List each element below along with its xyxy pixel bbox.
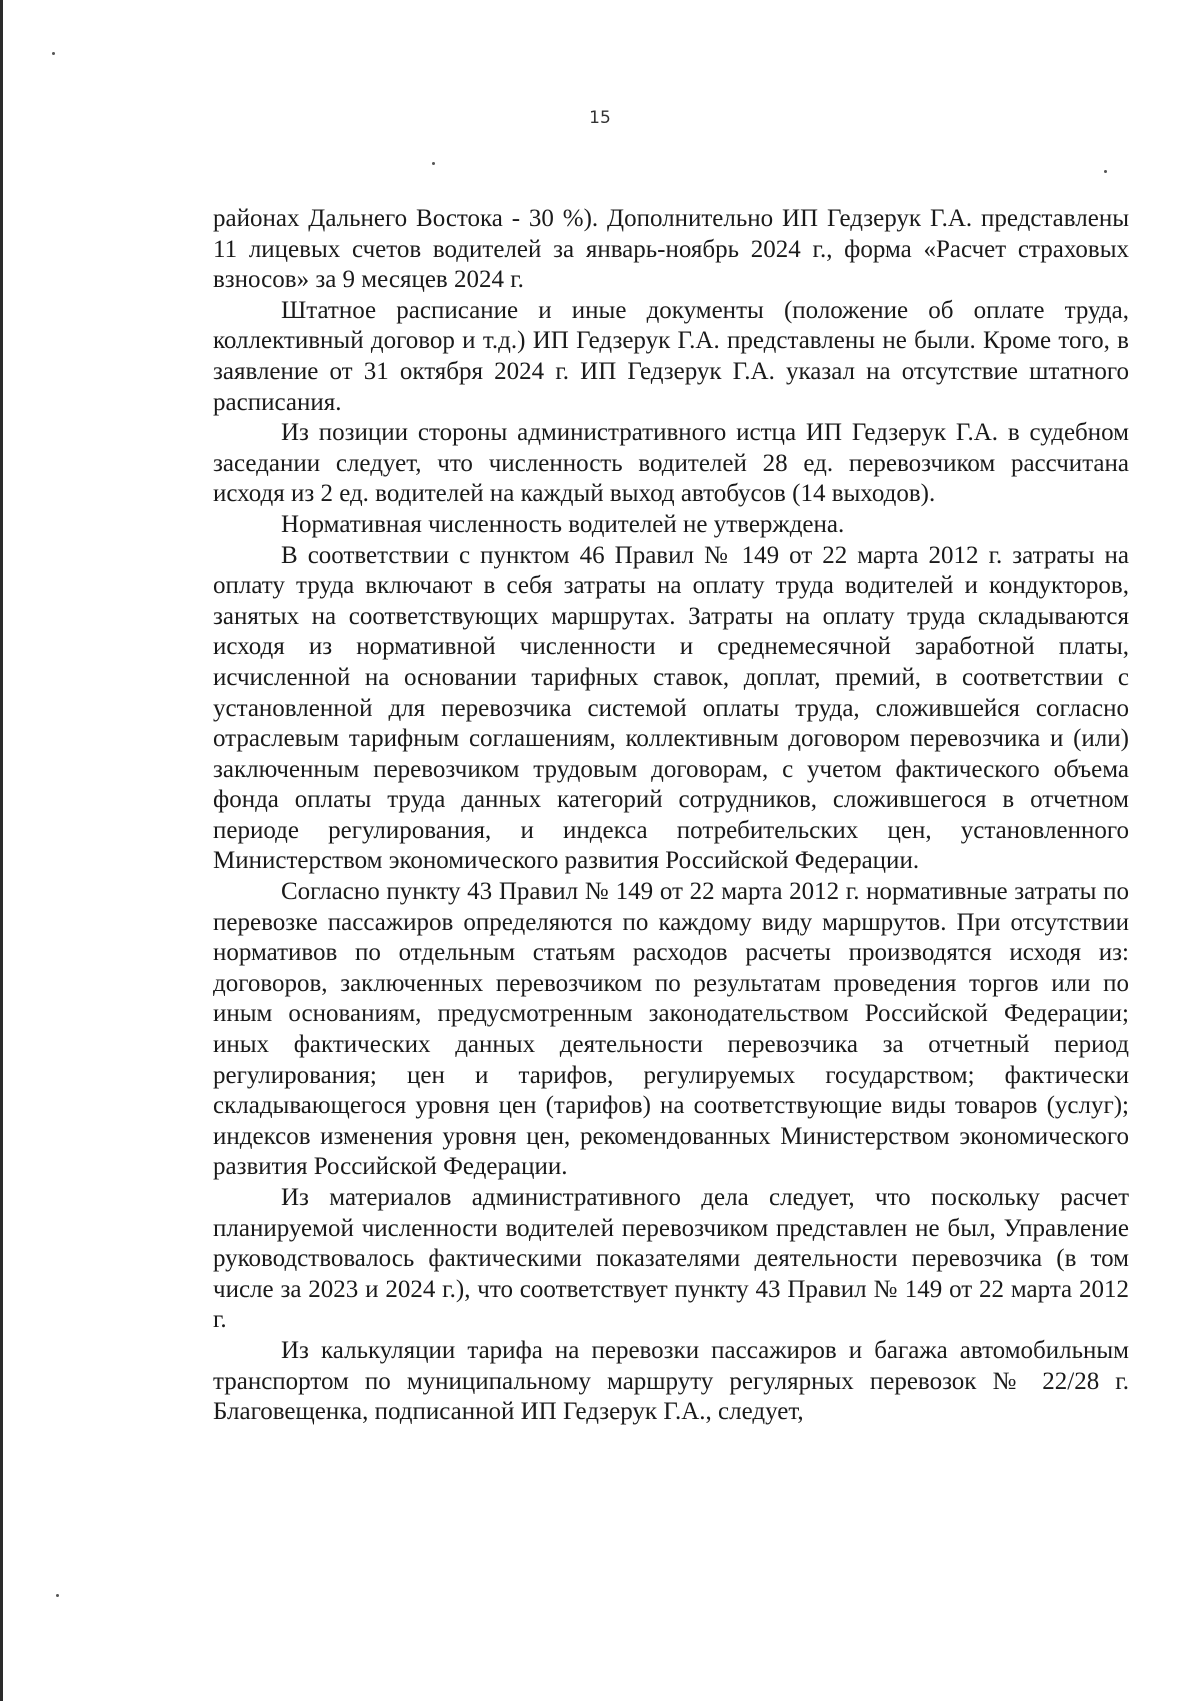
paragraph-3: Из позиции стороны административного истца ИП Гедзерук Г.А. в судебном заседании следует, что численность водителей 28 ед. перевозчиком рассчитана исходя из 2 ед. водителей на каждый выход автобусов (14 выходов). bbox=[213, 419, 1129, 508]
scan-speck bbox=[1104, 170, 1107, 173]
scan-speck bbox=[56, 1594, 59, 1597]
paragraph-2: Штатное расписание и иные документы (положение об оплате труда, коллективный договор и т.д.) ИП Гедзерук Г.А. представлены не были. Кроме того, в заявление от 31 октября 2024 г. ИП Гедзерук Г.А. указал на отсутствие штатного расписания. bbox=[213, 296, 1129, 416]
page-number: 15 bbox=[589, 108, 611, 128]
scan-edge bbox=[0, 0, 3, 1701]
paragraph-8: Из калькуляции тарифа на перевозки пассажиров и багажа автомобильным транспортом по муниципальному маршруту регулярных перевозок № 22/28 г. Благовещенка, подписанной ИП Гедзерук Г.А., следует, bbox=[213, 1336, 1129, 1426]
document-body bbox=[213, 204, 1129, 1428]
paragraph-5: В соответствии с пунктом 46 Правил № 149 от 22 марта 2012 г. затраты на оплату труда включают в себя затраты на оплату труда водителей и кондукторов, занятых на соответствующих маршрутах. Затраты на оплату труда складываются исходя из нормативной численности и среднемесячной заработной платы, исчисленной на основании тарифных ставок, доплат, премий, в соответствии с установленной для перевозчика системой оплаты труда, сложившейся согласно отраслевым тарифным соглашениям, коллективным договором перевозчика и (или) заключенным перевозчиком трудовым договорам, с учетом фактического объема фонда оплаты труда данных категорий сотрудников, сложившегося в отчетном периоде регулирования, и индекса потребительских цен, установленного Министерством экономического развития Российской Федерации. bbox=[213, 541, 1129, 875]
scan-speck bbox=[432, 162, 435, 165]
paragraph-6: Согласно пункту 43 Правил № 149 от 22 марта 2012 г. нормативные затраты по перевозке пассажиров определяются по каждому виду маршрутов. При отсутствии нормативов по отдельным статьям расходов расчеты производятся исходя из: договоров, заключенных перевозчиком по результатам проведения торгов или по иным основаниям, предусмотренным законодательством Российской Федерации; иных фактических данных деятельности перевозчика за отчетный период регулирования; цен и тарифов, регулируемых государством; фактически складывающегося уровня цен (тарифов) на соответствующие виды товаров (услуг); индексов изменения уровня цен, рекомендованных Министерством экономического развития Российской Федерации. bbox=[213, 878, 1129, 1181]
paragraph-7: Из материалов административного дела следует, что поскольку расчет планируемой численности водителей перевозчиком представлен не был, Управление руководствовалось фактическими показателями деятельности перевозчика (в том числе за 2023 и 2024 г.), что соответствует пункту 43 Правил № 149 от 22 марта 2012 г. bbox=[213, 1184, 1129, 1334]
scan-speck bbox=[52, 52, 55, 55]
paragraph-1: районах Дальнего Востока - 30 %). Дополнительно ИП Гедзерук Г.А. представлены 11 лицевых счетов водителей за январь-ноябрь 2024 г., форма «Расчет страховых взносов» за 9 месяцев 2024 г. bbox=[213, 205, 1129, 294]
paragraph-4: Нормативная численность водителей не утверждена. bbox=[281, 510, 845, 538]
